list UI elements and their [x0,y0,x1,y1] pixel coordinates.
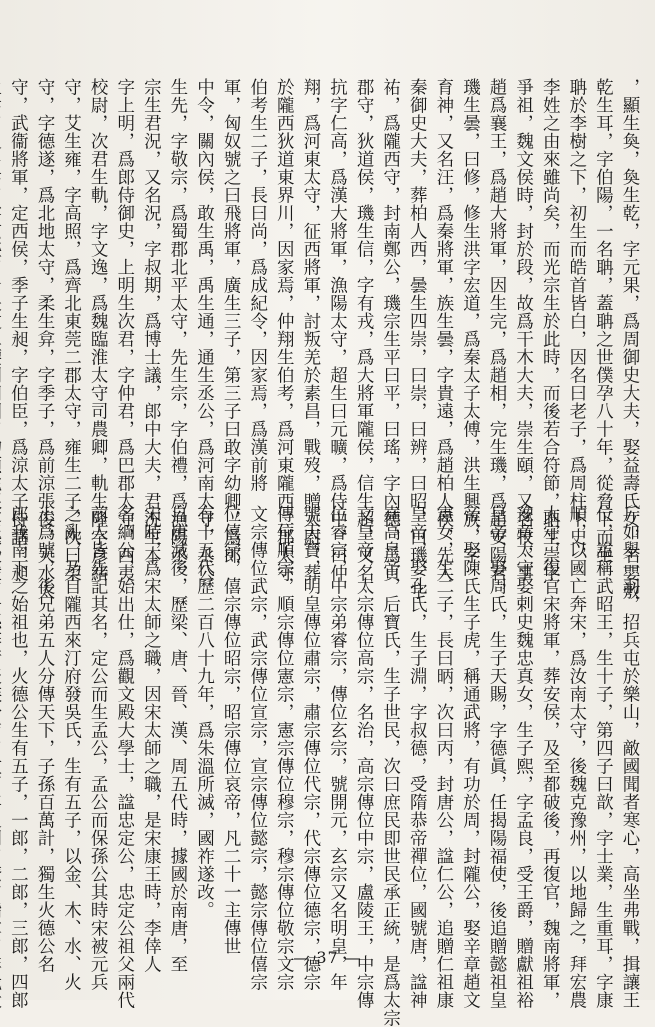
text-column: 有十五代歷二百八十九年，爲朱溫所滅，國祚遂改。 [194,505,215,919]
text-column: 自唐滅後，歷梁、唐、晉、漢、周五代時，據國於南唐，至 [167,505,188,973]
text-column: 傳位順宗，順宗傳位憲宗，憲宗傳位穆宗，穆宗傳位敬宗文宗 [274,505,295,991]
text-column: 順，以國亡奔宋，爲汝南太守，後魏克豫州，以地歸之，拜宏農 [566,505,587,1009]
text-column: 璣生曇，曰修，修生洪字宏道，爲秦太子太傅，洪生興族，字 [460,78,481,564]
text-column: 堯高皇帝，后寶氏，生子世民，次曰庶民即世民承正統，是爲太宗 [380,505,401,1027]
text-column: 乾生耳，字伯陽，一名聃，蓋聃之世僕孕八十年，從脅下而生 [593,78,614,564]
text-column: 字上明，爲郎侍御史，上明生次君，字仲君，爲巴郡太守，西夷 [114,78,135,582]
text-column: 伯考生二子，長曰尚，爲成紀令，因家焉，爲漢前將 [247,78,268,492]
text-column: 帝，娶陳氏生子虎，稱通武將，有功於周，封隴公，娶辛章趙文 [460,505,481,1009]
text-block-upper [8,78,643,600]
text-column: 郎我南下之始祖也，火德公生有五子，一郎，二郎，三郎，四郎 [8,505,29,1009]
text-column: 守，艾生雍，字高照，爲齊北東莞二郡太守，雍生二子，次曰柔 [61,78,82,582]
text-column [0,78,5,480]
text-column: 趙爲襄王，爲趙大將軍，因生完，爲趙相，完生璣，爲趙安陽君， [487,78,508,600]
text-column: 斤如舉一羽，招兵屯於樂山，敵國聞者寒心，高坐弗戰，揖讓王 [620,505,640,1009]
text-column: 中令，關內侯，敢生禹，禹生通，通生丞公，爲河南太守，丞公 [194,78,215,582]
text-column: 爭祖，魏文侯時，封於段，故爲干木大夫，崇生頤，又名牧，事 [513,78,534,582]
text-column: 豫章太守娶剌史魏忠真女，生子熙，字孟良，受王爵，贈獻祖裕 [513,505,534,1009]
text-column: 抗字仁高，爲漢大將軍，漁陽太守，超生曰元曠，爲侍中，曰仲 [327,78,348,582]
text-column: 皇帝，娶孔氏，生子淵，字叔德，受隋恭帝禪位，國號唐，諡神 [407,505,428,1009]
text-column: 位僖宗，僖宗傳位昭宗，昭宗傳位哀帝，凡二十一主傳世 [221,505,242,955]
text-column: 守，字德遂，爲北地太守，柔生弇，字季子，爲前涼張俊，天水太 [34,78,55,600]
text-column: 憲女，生二子，長曰昞，次曰丙，封唐公，諡仁公，追贈仁祖康 [433,505,454,1009]
text-column: 郡守，狄道侯，璣生信，字有戎，爲大將軍隴侯，信生超，又名 [354,78,375,582]
text-column: 翔，爲河東太守，征西將軍，討叛羌於素昌，戰歿，贈太尉，葬 [300,78,321,582]
text-column: 前人皆先記其名，定公而生孟公，孟公而保孫公其時宋被元兵 [88,505,109,991]
text-column: 守，武衞將軍，定西侯，季子生昶，字伯臣，爲涼太子侍講，昶 [8,78,29,582]
text-column: 祐，爲隴西守，封南鄭公，璣宗生平曰平，曰瑤，字內德，爲貞 [380,78,401,582]
text-column: 名綱公，始出仕，爲觀文殿大學士，諡忠定公，忠定公祖父兩代 [114,505,135,1009]
text-column: 秦御史大夫，葬柏人西，曇生四崇，曰崇，曰辨，曰昭，曰璣，字 [407,78,428,600]
text-column: 號天寶，明皇傳位肅宗，肅宗傳位代宗，代宗傳位德宗，德宗 [300,505,321,991]
text-column: 校尉，次君生軌，字文逸，爲魏臨淮太守司農卿，軌生隆字彥緒 [88,78,109,582]
text-column: 軍，匈奴號之曰飛將軍，廣生三子，第三子曰敢字幼卿，爲郎 [221,78,242,564]
text-column: 土爲號，後兄弟五人分傳天下，子孫百萬計，獨生火德公名 [34,505,55,973]
text-column: 宗生君況，又名況，字叔期，爲博士議，郎中大夫，君況生本 [141,78,162,564]
text-column: 位，諡稱武昭王，生十子，第四子曰歆，字士業，生重耳，字康 [593,505,614,1009]
text-column: 太守，復官宋將軍，葬安侯，及至都破後，再復官，魏南將軍， [540,505,561,1009]
text-column [0,505,5,915]
text-column: 宋時，爲宋太師之職，因宋太師之職，是宋康王時，李倖人 [141,505,162,973]
text-column: 李姓之由來雖尚矣，而光宗生於此時，而後若合符節，聃生崇字 [540,78,561,582]
page-number: — 37 — [293,948,362,967]
text-column: 位睿宗，中宗弟睿宗，傳位玄宗，號開元，玄宗又名明皇，年 [327,505,348,991]
text-column: 聃於李樹之下，初生而皓首皆白，因名曰老子，爲周柱下史， [566,78,587,564]
text-column: 生先，字敬宗，爲蜀郡北平太守，先生宗，字伯禮，爲漁陽丞， [167,78,188,582]
text-column: 皇帝，娶周氏，生子天賜，字德眞，任揭陽福使，後追贈懿祖皇 [487,505,508,1009]
text-column: ，顯生奐，奐生乾，字元果，爲周御史大夫，娶益壽氏女，名嬰敷 [620,78,640,600]
text-column: 之亂，乃自隴西來汀府發吳氏，生有五子，以金、木、水、火 [61,505,82,991]
text-column: 育神，又名汪，爲秦將軍，族生曇，字貴遠，爲趙柏人侯，先入 [433,78,454,582]
text-column: 於隴西狄道東界川，因家焉，仲翔生伯考，爲河東隴西二郡太守 [274,78,295,582]
text-column: 文皇帝，太宗傳位高宗，名治，高宗傳位中宗，盧陵王，中宗傳 [354,505,375,1009]
text-column: 文宗傳位武宗，武宗傳位宣宗，宣宗傳位懿宗，懿宗傳位僖宗 [247,505,268,991]
